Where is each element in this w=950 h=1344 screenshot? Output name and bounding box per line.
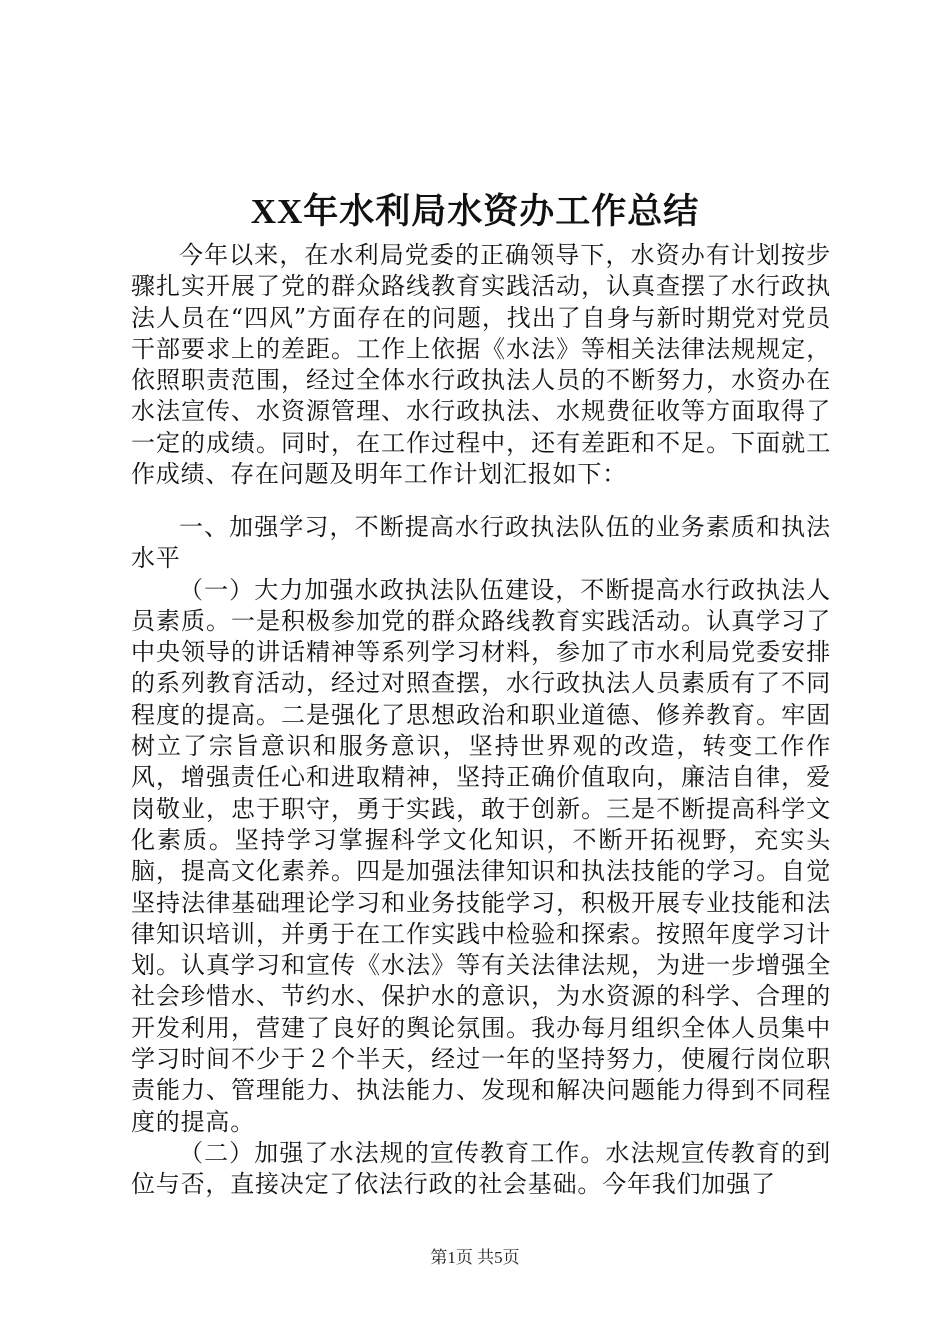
section-block [131, 512, 831, 1201]
body-paragraph-1: （一）大力加强水政执法队伍建设，不断提高水行政执法人员素质。一是积极参加党的群众路线教育实践活动。认真学习了中央领导的讲话精神等系列学习材料，参加了市水利局党委安排的系列教育活动，经过对照查摆，水行政执法人员素质有了不同程度的提高。二是强化了思想政治和职业道德、修养教育。牢固树立了宗旨意识和服务意识，坚持世界观的改造，转变工作作风，增强责任心和进取精神，坚持正确价值取向，廉洁自律，爱岗敬业，忠于职守，勇于实践，敢于创新。三是不断提高科学文化素质。坚持学习掌握科学文化知识，不断开拓视野，充实头脑，提高文化素养。四是加强法律知识和执法技能的学习。自觉坚持法律基础理论学习和业务技能学习，积极开展专业技能和法律知识培训，并勇于在工作实践中检验和探索。按照年度学习计划。认真学习和宣传《水法》等有关法律法规，为进一步增强全社会珍惜水、节约水、保护水的意识，为水资源的科学、合理的开发利用，营建了良好的舆论氛围。我办每月组织全体人员集中学习时间不少于２个半天，经过一年的坚持努力，使履行岗位职责能力、管理能力、执法能力、发现和解决问题能力得到不同程度的提高。 [131, 575, 831, 1136]
intro-block [131, 240, 831, 490]
body-paragraph-2: （二）加强了水法规的宣传教育工作。水法规宣传教育的到位与否，直接决定了依法行政的社会基础。今年我们加强了 [131, 1138, 831, 1199]
page-footer: 第1页 共5页 [430, 1248, 520, 1267]
intro-paragraph: 今年以来，在水利局党委的正确领导下，水资办有计划按步骤扎实开展了党的群众路线教育实践活动，认真查摆了水行政执法人员在“四风”方面存在的问题，找出了自身与新时期党对党员干部要求上的差距。工作上依据《水法》等相关法律法规规定，依照职责范围，经过全体水行政执法人员的不断努力，水资办在水法宣传、水资源管理、水行政执法、水规费征收等方面取得了一定的成绩。同时，在工作过程中，还有差距和不足。下面就工作成绩、存在问题及明年工作计划汇报如下： [131, 241, 831, 489]
document-title: XX年水利局水资办工作总结 [250, 192, 700, 231]
section-heading: 一、加强学习，不断提高水行政执法队伍的业务素质和执法水平 [131, 513, 831, 573]
